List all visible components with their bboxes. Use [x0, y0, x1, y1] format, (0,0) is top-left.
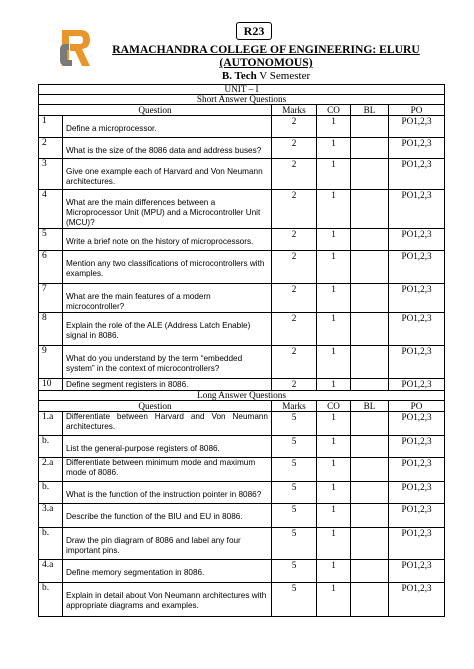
bl-cell: [351, 528, 389, 560]
col-header-co: CO: [317, 401, 351, 412]
question-number: 1: [39, 116, 63, 138]
question-text: Draw the pin diagram of 8086 and label any four important pins.: [66, 536, 241, 555]
bl-cell: [351, 504, 389, 528]
po-cell: PO1,2,3: [389, 504, 445, 528]
co-cell: 1: [317, 436, 351, 458]
question-number: 2.a: [39, 458, 63, 482]
table-row: [39, 138, 445, 159]
marks-cell: 5: [272, 458, 317, 482]
marks-cell: 5: [272, 504, 317, 528]
po-cell: PO1,2,3: [389, 284, 445, 313]
bl-cell: [351, 583, 389, 617]
program-label: B. Tech: [221, 70, 257, 82]
question-number: 2: [39, 138, 63, 159]
po-cell: PO1,2,3: [389, 583, 445, 617]
question-text: Write a brief note on the history of microprocessors.: [66, 237, 254, 246]
co-cell: 1: [317, 190, 351, 229]
table-row: [39, 116, 445, 138]
unit-heading: UNIT – I: [39, 85, 445, 95]
marks-cell: 2: [272, 251, 317, 284]
marks-cell: 5: [272, 412, 317, 436]
question-number: 4.a: [39, 560, 63, 583]
bl-cell: [351, 560, 389, 583]
question-text: Give one example each of Harvard and Von Neumann architectures.: [66, 167, 263, 186]
bl-cell: [351, 138, 389, 159]
table-row: [39, 159, 445, 190]
short-header-row: [39, 105, 445, 116]
col-header-bl: BL: [351, 105, 389, 116]
marks-cell: 2: [272, 116, 317, 138]
col-header-marks: Marks: [272, 401, 317, 412]
co-cell: 1: [317, 284, 351, 313]
question-number: b.: [39, 583, 63, 617]
question-number: 6: [39, 251, 63, 284]
po-cell: PO1,2,3: [389, 159, 445, 190]
po-cell: PO1,2,3: [389, 436, 445, 458]
po-cell: PO1,2,3: [389, 138, 445, 159]
table-row: [39, 436, 445, 458]
col-header-po: PO: [389, 401, 445, 412]
marks-cell: 2: [272, 159, 317, 190]
marks-cell: 2: [272, 313, 317, 346]
bl-cell: [351, 379, 389, 391]
bl-cell: [351, 482, 389, 504]
marks-cell: 5: [272, 436, 317, 458]
college-title: RAMACHANDRA COLLEGE OF ENGINEERING: ELURU (AUTONOMOUS): [112, 43, 420, 69]
question-text: Define segment registers in 8086.: [66, 380, 189, 389]
col-header-marks: Marks: [272, 105, 317, 116]
po-cell: PO1,2,3: [389, 251, 445, 284]
table-row: [39, 412, 445, 436]
bl-cell: [351, 458, 389, 482]
co-cell: 1: [317, 229, 351, 251]
question-text: Define a microprocessor.: [66, 124, 157, 133]
question-text: Differentiate between minimum mode and maximum mode of 8086.: [63, 458, 272, 482]
co-cell: 1: [317, 313, 351, 346]
marks-cell: 2: [272, 229, 317, 251]
question-text: What are the main features of a modern microcontroller?: [66, 292, 211, 311]
question-text: Mention any two classifications of microcontrollers with examples.: [66, 259, 265, 278]
marks-cell: 2: [272, 190, 317, 229]
table-row: [39, 528, 445, 560]
co-cell: 1: [317, 458, 351, 482]
table-row: [39, 482, 445, 504]
col-header-bl: BL: [351, 401, 389, 412]
question-table: [38, 84, 445, 617]
bl-cell: [351, 412, 389, 436]
table-row: [39, 190, 445, 229]
question-text: What is the size of the 8086 data and address buses?: [66, 146, 262, 155]
table-row: [39, 251, 445, 284]
po-cell: PO1,2,3: [389, 482, 445, 504]
question-text: Describe the function of the BIU and EU in 8086.: [66, 512, 243, 521]
table-row: [39, 346, 445, 379]
table-row: [39, 284, 445, 313]
question-number: 5: [39, 229, 63, 251]
bl-cell: [351, 116, 389, 138]
co-cell: 1: [317, 504, 351, 528]
co-cell: 1: [317, 412, 351, 436]
po-cell: PO1,2,3: [389, 313, 445, 346]
bl-cell: [351, 190, 389, 229]
question-number: 1.a: [39, 412, 63, 436]
co-cell: 1: [317, 482, 351, 504]
po-cell: PO1,2,3: [389, 528, 445, 560]
bl-cell: [351, 229, 389, 251]
co-cell: 1: [317, 251, 351, 284]
bl-cell: [351, 251, 389, 284]
question-text: Differentiate between Harvard and Von Neumann architectures.: [63, 412, 272, 436]
table-row: [39, 379, 445, 391]
table-row: [39, 313, 445, 346]
question-number: 3.a: [39, 504, 63, 528]
semester-label: V Semester: [259, 70, 311, 82]
co-cell: 1: [317, 346, 351, 379]
question-text: What do you understand by the term “embedded system” in the context of microcontrollers?: [66, 354, 243, 373]
question-number: 9: [39, 346, 63, 379]
table-row: [39, 560, 445, 583]
table-row: [39, 504, 445, 528]
marks-cell: 2: [272, 379, 317, 391]
college-logo: [58, 26, 94, 70]
table-row: [39, 583, 445, 617]
col-header-co: CO: [317, 105, 351, 116]
bl-cell: [351, 159, 389, 190]
po-cell: PO1,2,3: [389, 379, 445, 391]
po-cell: PO1,2,3: [389, 346, 445, 379]
question-text: Define memory segmentation in 8086.: [66, 568, 205, 577]
bl-cell: [351, 313, 389, 346]
question-text: List the general-purpose registers of 8086.: [66, 444, 220, 453]
marks-cell: 2: [272, 346, 317, 379]
co-cell: 1: [317, 138, 351, 159]
long-answer-heading: Long Answer Questions: [39, 391, 445, 401]
po-cell: PO1,2,3: [389, 229, 445, 251]
question-text: Explain the role of the ALE (Address Latch Enable) signal in 8086.: [66, 321, 251, 340]
col-header-po: PO: [389, 105, 445, 116]
marks-cell: 5: [272, 583, 317, 617]
question-number: b.: [39, 528, 63, 560]
marks-cell: 5: [272, 560, 317, 583]
po-cell: PO1,2,3: [389, 116, 445, 138]
marks-cell: 5: [272, 482, 317, 504]
bl-cell: [351, 346, 389, 379]
marks-cell: 5: [272, 528, 317, 560]
bl-cell: [351, 284, 389, 313]
table-row: [39, 458, 445, 482]
question-number: 4: [39, 190, 63, 229]
question-number: 10: [39, 379, 63, 391]
po-cell: PO1,2,3: [389, 412, 445, 436]
po-cell: PO1,2,3: [389, 560, 445, 583]
question-number: 7: [39, 284, 63, 313]
po-cell: PO1,2,3: [389, 458, 445, 482]
po-cell: PO1,2,3: [389, 190, 445, 229]
bl-cell: [351, 436, 389, 458]
co-cell: 1: [317, 560, 351, 583]
col-header-question: Question: [39, 105, 272, 116]
marks-cell: 2: [272, 284, 317, 313]
co-cell: 1: [317, 159, 351, 190]
question-number: b.: [39, 482, 63, 504]
long-header-row: [39, 401, 445, 412]
question-text: Explain in detail about Von Neumann architectures with appropriate diagrams and examples.: [66, 591, 267, 610]
co-cell: 1: [317, 379, 351, 391]
table-row: [39, 229, 445, 251]
marks-cell: 2: [272, 138, 317, 159]
question-text: What is the function of the instruction pointer in 8086?: [66, 490, 262, 499]
question-text: What are the main differences between a Microprocessor Unit (MPU) and a Microcontroller Unit (MCU)?: [66, 198, 261, 227]
semester-line: [112, 70, 420, 83]
col-header-question: Question: [39, 401, 272, 412]
question-number: b.: [39, 436, 63, 458]
co-cell: 1: [317, 528, 351, 560]
short-answer-heading: Short Answer Questions: [39, 95, 445, 105]
co-cell: 1: [317, 583, 351, 617]
question-number: 3: [39, 159, 63, 190]
regulation-badge: R23: [236, 22, 272, 40]
co-cell: 1: [317, 116, 351, 138]
question-number: 8: [39, 313, 63, 346]
